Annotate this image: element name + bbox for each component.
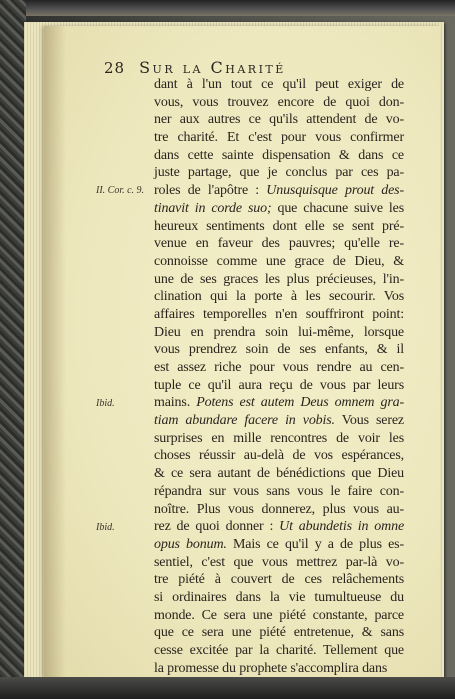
text-segment: une de ses graces les plus précieuses, l'in- bbox=[154, 271, 404, 287]
text-segment: connoisse comme une grace de Dieu, & bbox=[154, 253, 404, 269]
text-line bbox=[154, 200, 404, 218]
text-line bbox=[154, 253, 404, 271]
running-title: Sur la Charité bbox=[139, 58, 286, 77]
text-segment: juste partage, que je conclus par ces pa- bbox=[154, 165, 404, 181]
text-line bbox=[154, 483, 404, 501]
text-segment: roles de l'apôtre : bbox=[154, 183, 267, 199]
text-line bbox=[154, 76, 404, 94]
text-line bbox=[154, 624, 404, 642]
text-segment: rez de quoi donner : bbox=[154, 519, 280, 535]
margin-reference: Ibid. bbox=[96, 521, 115, 533]
latin-quote: tinavit in corde suo; bbox=[154, 200, 272, 216]
text-segment: est assez riche pour vous rendre au cen- bbox=[154, 360, 404, 375]
text-segment: dant à l'un tout ce qu'il peut exiger de bbox=[154, 77, 404, 92]
text-segment: tre charité. Et c'est pour vous confirmer bbox=[154, 130, 404, 146]
text-line bbox=[154, 111, 404, 129]
text-line bbox=[154, 147, 404, 165]
latin-quote: tiam abundare facere in vobis. bbox=[154, 413, 335, 429]
text-line bbox=[154, 218, 404, 236]
text-line bbox=[154, 589, 404, 607]
text-segment: la promesse du prophete s'accomplira dans bbox=[154, 660, 388, 676]
text-line bbox=[154, 324, 404, 342]
text-line bbox=[154, 271, 404, 289]
text-line bbox=[154, 377, 404, 395]
cover-board-top bbox=[0, 0, 455, 16]
text-line bbox=[154, 164, 404, 182]
text-segment: venue en faveur des pauvres; qu'elle re- bbox=[154, 236, 404, 252]
text-segment: monde. Ce sera une piété constante, parce bbox=[154, 607, 404, 623]
text-line bbox=[154, 501, 404, 519]
text-line bbox=[154, 394, 404, 412]
text-segment: affaires temporelles n'en souffriront point: bbox=[154, 306, 404, 322]
text-line bbox=[154, 518, 404, 536]
text-segment: ner aux autres ce qu'ils attendent de vo- bbox=[154, 112, 404, 128]
text-line bbox=[154, 554, 404, 572]
margin-reference: Ibid. bbox=[96, 397, 115, 409]
text-segment: Vous serez bbox=[334, 413, 404, 429]
text-segment: cesse excitée par la charité. Tellement que bbox=[154, 643, 404, 658]
text-segment: Dieu en prendra soin lui-même, lorsque bbox=[154, 324, 404, 340]
cover-board-bottom bbox=[0, 677, 455, 699]
latin-quote: Unusquisque prout des- bbox=[266, 183, 404, 199]
text-line bbox=[154, 447, 404, 465]
text-segment: noître. Plus vous donnerez, plus vous au- bbox=[154, 501, 404, 517]
page-gutter-shadow bbox=[44, 26, 66, 678]
text-segment: répandra sur vous sans vous le faire con- bbox=[154, 483, 404, 499]
text-segment: que chacune suive les bbox=[271, 200, 404, 216]
text-segment: clination qui la porte à les secourir. Vos bbox=[154, 289, 404, 305]
text-segment: surprises en mille rencontres de voir les bbox=[154, 430, 404, 446]
text-line bbox=[154, 359, 404, 377]
text-segment: choses réussir au-delà de vos espérances, bbox=[154, 448, 404, 464]
text-line bbox=[154, 129, 404, 147]
text-segment: Mais ce qu'il y a de plus es- bbox=[226, 536, 404, 552]
margin-reference: II. Cor. c. 9. bbox=[96, 185, 145, 197]
marbled-cover-edge bbox=[0, 0, 26, 699]
text-line bbox=[154, 412, 404, 430]
text-segment: si ordinaires dans la vie tumultueuse du bbox=[154, 589, 404, 605]
text-segment: mains. bbox=[154, 395, 197, 411]
text-line bbox=[154, 571, 404, 589]
text-segment: vous prendrez soin de ses enfants, & il bbox=[154, 342, 404, 358]
text-line bbox=[154, 341, 404, 359]
text-segment: & ce sera autant de bénédictions que Dieu bbox=[154, 466, 404, 482]
text-line bbox=[154, 660, 404, 678]
text-segment: heureux sentiments dont elle se sent pré- bbox=[154, 218, 404, 234]
text-segment: dans cette sainte dispensation & dans ce bbox=[154, 147, 404, 163]
text-segment: tre piété à couvert de ces relâchements bbox=[154, 572, 404, 588]
page-number: 28 bbox=[104, 59, 126, 77]
text-segment: tuple ce qu'il aura reçu de vous par leurs bbox=[154, 377, 404, 393]
text-line bbox=[154, 182, 404, 200]
text-line bbox=[154, 306, 404, 324]
text-line bbox=[154, 430, 404, 448]
text-line bbox=[154, 642, 404, 660]
body-text bbox=[154, 76, 404, 677]
text-line bbox=[154, 94, 404, 112]
latin-quote: Ut abundetis in omne bbox=[279, 519, 405, 535]
text-line bbox=[154, 465, 404, 483]
text-segment: sentiel, c'est que vous mettrez par-là vo- bbox=[154, 554, 404, 570]
text-line bbox=[154, 607, 404, 625]
latin-quote: Potens est autem Deus omnem gra- bbox=[196, 395, 404, 411]
text-segment: vous, vous trouvez encore de quoi don- bbox=[154, 94, 404, 110]
latin-quote: opus bonum. bbox=[154, 536, 227, 552]
text-segment: que ce sera une piété entretenue, & sans bbox=[154, 625, 404, 641]
text-line bbox=[154, 288, 404, 306]
text-line bbox=[154, 536, 404, 554]
text-line bbox=[154, 235, 404, 253]
